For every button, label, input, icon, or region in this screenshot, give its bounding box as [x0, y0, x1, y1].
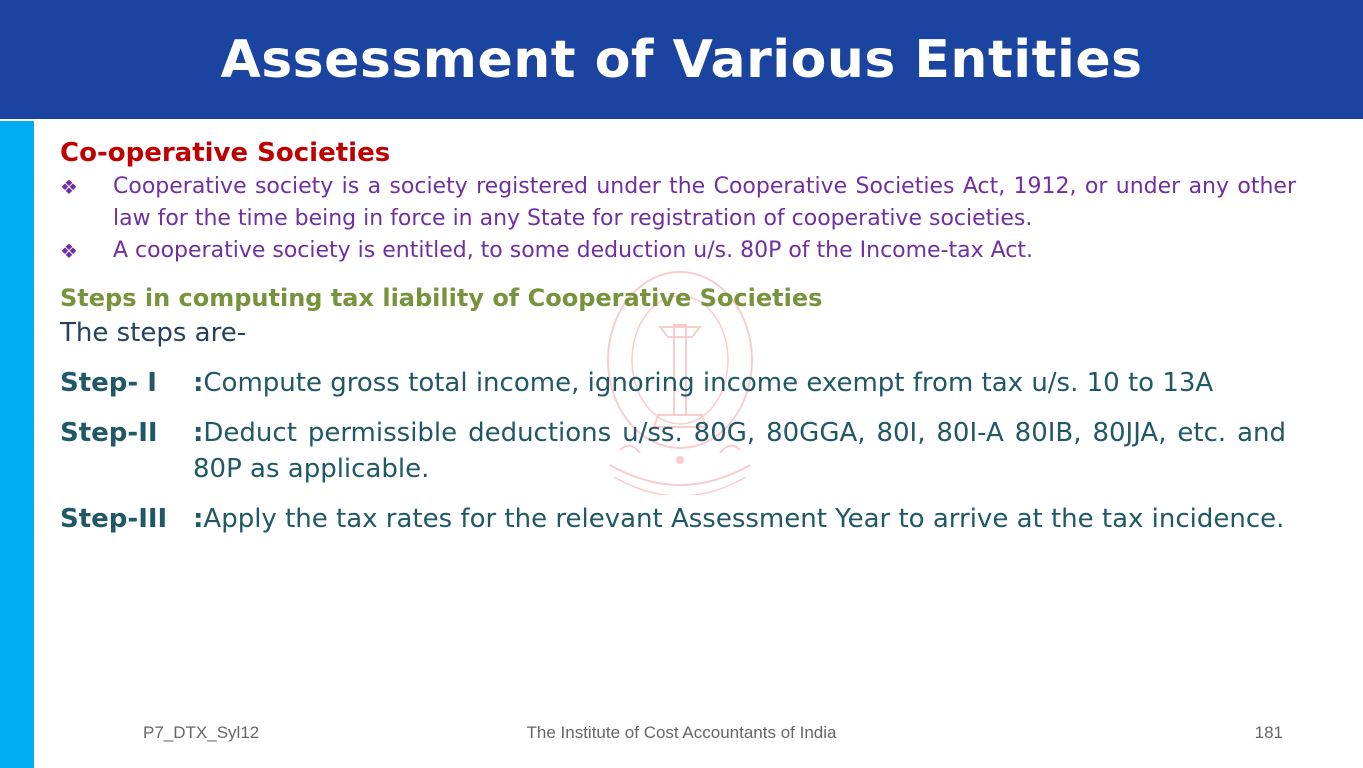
- left-accent-strip: [0, 121, 34, 768]
- slide-title: Assessment of Various Entities: [220, 30, 1143, 90]
- footer-page-number: 181: [1254, 723, 1283, 742]
- bullet-text: A cooperative society is entitled, to some deduction u/s. 80P of the Income-tax Act.: [113, 238, 1034, 263]
- bullet-text: Cooperative society is a society registered under the Cooperative Societies Act, 1912, or under any other law for the time being in force in any State for registration of cooperative societies.: [113, 174, 1296, 231]
- step-item: [60, 365, 1286, 401]
- step-colon: :: [193, 368, 204, 398]
- list-item: [60, 235, 1296, 267]
- steps-heading: Steps in computing tax liability of Cooperative Societies: [60, 284, 823, 312]
- footer-course-code: P7_DTX_Syl12: [143, 723, 260, 742]
- section-heading: Co-operative Societies: [60, 138, 391, 168]
- step-item: [60, 501, 1286, 537]
- diamond-bullet-icon: ❖: [60, 175, 78, 199]
- step-text: Compute gross total income, ignoring income exempt from tax u/s. 10 to 13A: [203, 368, 1214, 398]
- step-label: Step-III: [60, 504, 168, 534]
- step-colon: :: [193, 418, 204, 448]
- step-label: Step- I: [60, 368, 157, 398]
- footer-institute-name: The Institute of Cost Accountants of India: [526, 723, 837, 742]
- diamond-bullet-icon: ❖: [60, 239, 78, 263]
- step-item: [60, 415, 1286, 487]
- slide-content: [60, 135, 1300, 537]
- list-item: [60, 171, 1296, 235]
- step-label: Step-II: [60, 418, 158, 448]
- bullet-list: [60, 171, 1300, 267]
- step-text: Deduct permissible deductions u/ss. 80G, 80GGA, 80I, 80I-A 80IB, 80JJA, etc. and 80P as applicable.: [193, 418, 1286, 484]
- step-text: Apply the tax rates for the relevant Assessment Year to arrive at the tax incidence.: [203, 504, 1285, 534]
- step-colon: :: [193, 504, 204, 534]
- steps-intro: The steps are-: [60, 318, 247, 348]
